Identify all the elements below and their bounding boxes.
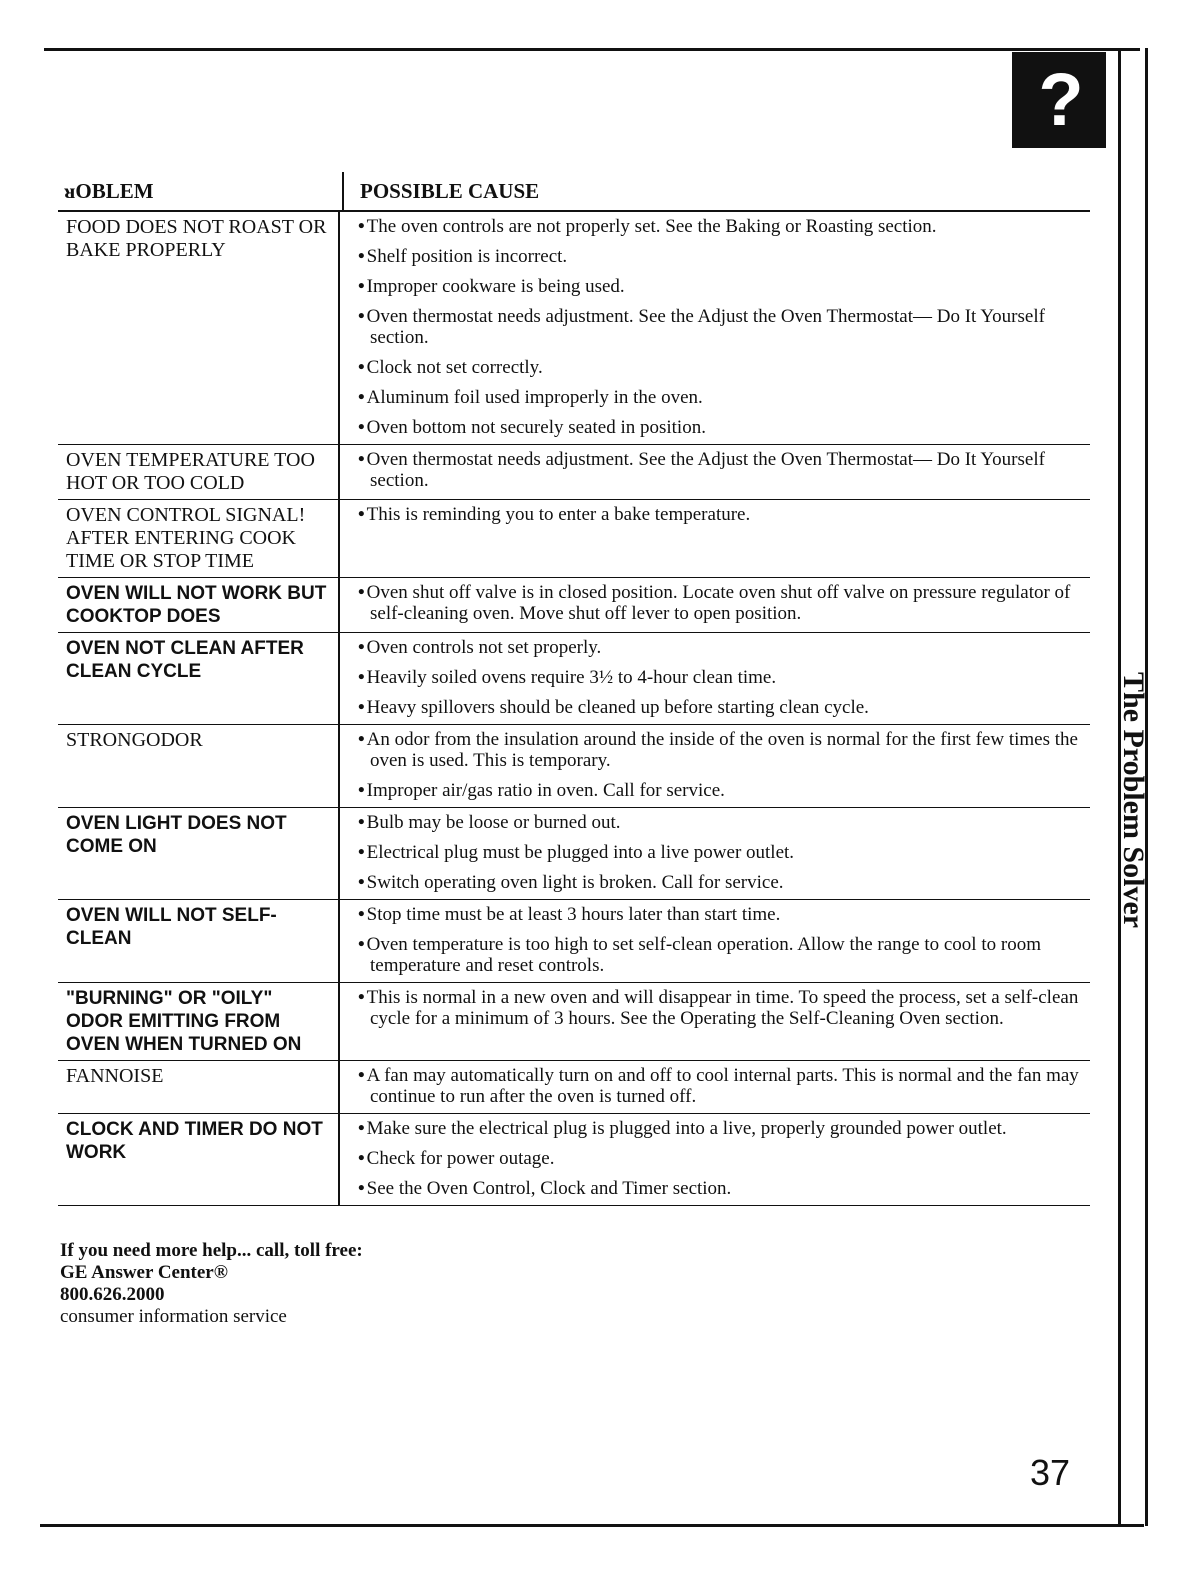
problem-cell: FANNOISE <box>66 1065 164 1087</box>
table-row <box>58 1114 1090 1206</box>
bullet-icon: • <box>358 1065 365 1086</box>
bullet-icon: • <box>358 1118 365 1139</box>
cause-item <box>358 667 1084 688</box>
bullet-icon: • <box>358 387 365 408</box>
cause-text: This is normal in a new oven and will disappear in time. To speed the process, set a self-clean cycle for a minimum of 3 hours. See the Operating the Self-Cleaning Oven section. <box>366 987 1079 1029</box>
bullet-icon: • <box>358 417 365 438</box>
cause-item <box>358 1118 1084 1139</box>
cause-text: Oven thermostat needs adjustment. See the Adjust the Oven Thermostat— Do It Yourself section. <box>366 449 1045 491</box>
cause-item <box>358 934 1084 976</box>
cause-text: Oven thermostat needs adjustment. See the Adjust the Oven Thermostat— Do It Yourself section. <box>366 306 1045 348</box>
bullet-icon: • <box>358 1148 365 1169</box>
cause-text: See the Oven Control, Clock and Timer section. <box>366 1178 732 1199</box>
table-row <box>58 633 1090 725</box>
cause-item <box>358 306 1084 348</box>
table-row <box>58 445 1090 500</box>
cause-item <box>358 812 1084 833</box>
cause-item <box>358 246 1084 267</box>
answer-center-name: GE Answer Center® <box>60 1262 228 1283</box>
cause-cell <box>338 808 1090 899</box>
cause-text: This is reminding you to enter a bake temperature. <box>366 504 751 525</box>
cause-cell <box>338 1114 1090 1205</box>
bullet-icon: • <box>358 934 365 955</box>
cause-cell <box>338 500 1090 577</box>
problem-cell: OVEN LIGHT DOES NOT COME ON <box>66 813 287 857</box>
cause-item <box>358 1148 1084 1169</box>
cause-text: Aluminum foil used improperly in the oven. <box>366 387 703 408</box>
logo-text: ? <box>1038 58 1080 141</box>
cause-item <box>358 697 1084 718</box>
problem-cell: OVEN CONTROL SIGNAL! AFTER ENTERING COOK TIME OR STOP TIME <box>66 504 306 572</box>
bullet-icon: • <box>358 697 365 718</box>
cause-item <box>358 449 1084 491</box>
bullet-icon: • <box>358 987 365 1008</box>
cause-item <box>358 637 1084 658</box>
bullet-icon: • <box>358 306 365 327</box>
page-number: 37 <box>1029 1452 1070 1493</box>
cause-cell <box>338 578 1090 632</box>
cause-item <box>358 504 1084 525</box>
cause-item <box>358 387 1084 408</box>
cause-item <box>358 1065 1084 1107</box>
bullet-icon: • <box>358 246 365 267</box>
problem-cell: OVEN TEMPERATURE TOO HOT OR TOO COLD <box>66 449 315 494</box>
problem-cell: CLOCK AND TIMER DO NOT WORK <box>66 1119 323 1163</box>
bullet-icon: • <box>358 667 365 688</box>
question-mark-logo-icon <box>1012 52 1106 148</box>
help-contact <box>60 1240 363 1328</box>
bullet-icon: • <box>358 1178 365 1199</box>
table-row <box>58 808 1090 900</box>
cause-text: Heavily soiled ovens require 3½ to 4-hour clean time. <box>366 667 777 688</box>
cause-item <box>358 216 1084 237</box>
cause-item <box>358 729 1084 771</box>
bullet-icon: • <box>358 449 365 470</box>
table-body <box>58 212 1090 1206</box>
bullet-icon: • <box>358 842 365 863</box>
bullet-icon: • <box>358 504 365 525</box>
bottom-rule <box>40 1524 1144 1527</box>
problem-cell: OVEN WILL NOT SELF-CLEAN <box>66 905 277 949</box>
cause-text: Improper air/gas ratio in oven. Call for service. <box>366 780 725 801</box>
cause-item <box>358 582 1084 624</box>
problem-cell: OVEN NOT CLEAN AFTER CLEAN CYCLE <box>66 638 304 682</box>
help-line: If you need more help... call, toll free: <box>60 1240 363 1261</box>
problem-cell: STRONGODOR <box>66 729 203 751</box>
cause-item <box>358 780 1084 801</box>
bullet-icon: • <box>358 872 365 893</box>
bullet-icon: • <box>358 812 365 833</box>
problem-cell: OVEN WILL NOT WORK BUT COOKTOP DOES <box>66 583 327 627</box>
side-title-text: The Problem Solver <box>1117 671 1150 929</box>
cause-item <box>358 417 1084 438</box>
table-row <box>58 900 1090 983</box>
cause-text: Shelf position is incorrect. <box>366 246 568 267</box>
top-rule <box>44 48 1140 51</box>
cause-text: An odor from the insulation around the inside of the oven is normal for the first few times the oven is used. This is temporary. <box>366 729 1078 771</box>
side-section-title <box>1118 630 1148 970</box>
cause-text: Clock not set correctly. <box>366 357 543 378</box>
cause-cell <box>338 212 1090 444</box>
service-description: consumer information service <box>60 1306 287 1327</box>
bullet-icon: • <box>358 780 365 801</box>
cause-text: Bulb may be loose or burned out. <box>366 812 621 833</box>
bullet-icon: • <box>358 582 365 603</box>
cause-cell <box>338 445 1090 499</box>
bullet-icon: • <box>358 276 365 297</box>
table-row <box>58 725 1090 808</box>
cause-text: Heavy spillovers should be cleaned up before starting clean cycle. <box>366 697 869 718</box>
cause-item <box>358 842 1084 863</box>
cause-cell <box>338 983 1090 1060</box>
table-row <box>58 1061 1090 1114</box>
table-row <box>58 212 1090 445</box>
cause-text: Oven controls not set properly. <box>366 637 602 658</box>
cause-item <box>358 904 1084 925</box>
cause-text: Oven temperature is too high to set self-clean operation. Allow the range to cool to room temperature and reset controls. <box>366 934 1041 976</box>
cause-text: Stop time must be at least 3 hours later than start time. <box>366 904 781 925</box>
bullet-icon: • <box>358 637 365 658</box>
cause-item <box>358 1178 1084 1199</box>
cause-item <box>358 872 1084 893</box>
cause-cell <box>338 725 1090 807</box>
header-possible-cause: POSSIBLE CAUSE <box>342 172 1090 210</box>
cause-cell <box>338 633 1090 724</box>
phone-number: 800.626.2000 <box>60 1284 165 1305</box>
table-row <box>58 500 1090 578</box>
problem-solver-table <box>58 172 1090 1206</box>
problem-cell: FOOD DOES NOT ROAST OR BAKE PROPERLY <box>66 216 327 261</box>
cause-item <box>358 276 1084 297</box>
cause-text: Improper cookware is being used. <box>366 276 625 297</box>
cause-item <box>358 987 1084 1029</box>
cause-item <box>358 357 1084 378</box>
cause-text: Switch operating oven light is broken. Call for service. <box>366 872 784 893</box>
table-row <box>58 578 1090 633</box>
header-problem: ᴚOBLEM <box>64 178 154 203</box>
cause-cell <box>338 1061 1090 1113</box>
bullet-icon: • <box>358 729 365 750</box>
cause-text: Make sure the electrical plug is plugged into a live, properly grounded power outlet. <box>366 1118 1007 1139</box>
table-row <box>58 983 1090 1061</box>
cause-text: Oven shut off valve is in closed position. Locate oven shut off valve on pressure regulator of self-cleaning oven. Move shut off lever to open position. <box>366 582 1071 624</box>
table-header <box>58 172 1090 212</box>
cause-text: A fan may automatically turn on and off to cool internal parts. This is normal and the fan may continue to run after the oven is turned off. <box>366 1065 1079 1107</box>
problem-cell: "BURNING" OR "OILY" ODOR EMITTING FROM OVEN WHEN TURNED ON <box>66 988 302 1055</box>
cause-text: Oven bottom not securely seated in position. <box>366 417 706 438</box>
cause-cell <box>338 900 1090 982</box>
bullet-icon: • <box>358 216 365 237</box>
cause-text: The oven controls are not properly set. See the Baking or Roasting section. <box>366 216 937 237</box>
bullet-icon: • <box>358 357 365 378</box>
bullet-icon: • <box>358 904 365 925</box>
cause-text: Check for power outage. <box>366 1148 555 1169</box>
cause-text: Electrical plug must be plugged into a live power outlet. <box>366 842 795 863</box>
